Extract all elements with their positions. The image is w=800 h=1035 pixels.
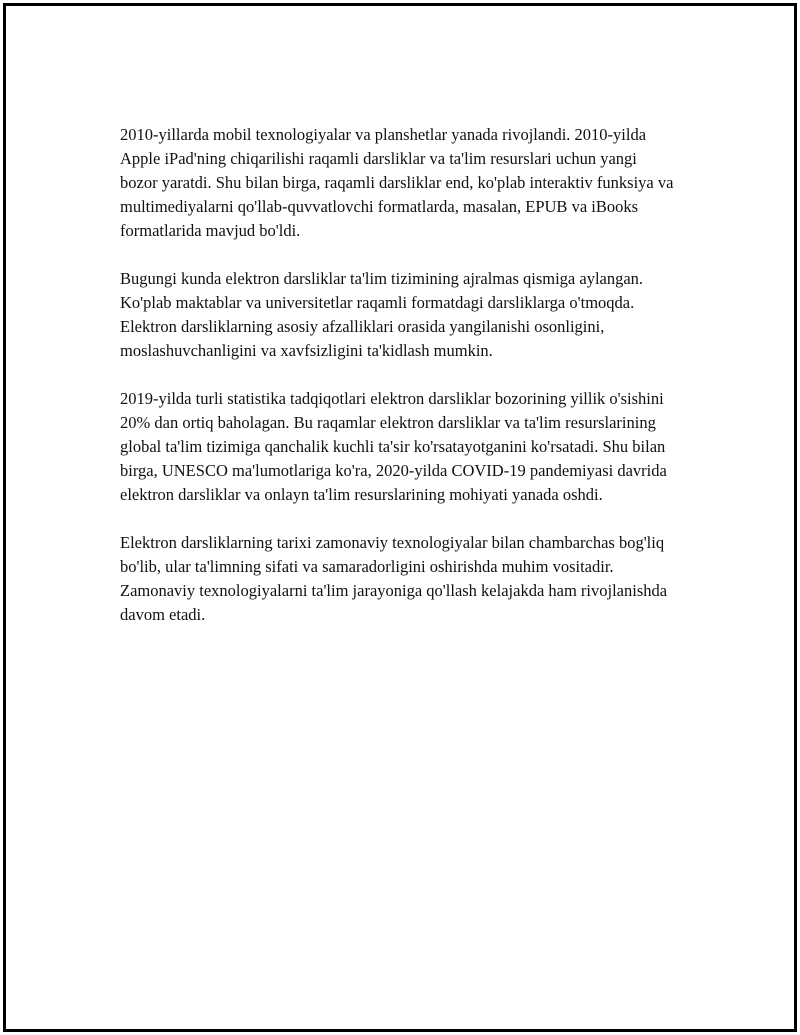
paragraph-3: 2019-yilda turli statistika tadqiqotlari elektron darsliklar bozorining yillik o'sishini 20% dan ortiq baholagan. Bu raqamlar elektron darsliklar va ta'lim resurslarining global ta'lim tizimiga qanchalik kuchli ta'sir ko'rsatayotganini ko'rsatadi. Shu bilan birga, UNESCO ma'lumotlariga ko'ra, 2020-yilda COVID-19 pandemiyasi davrida elektron darsliklar va onlayn ta'lim resurslarining mohiyati yanada oshdi.: [120, 389, 667, 504]
paragraph-2: Bugungi kunda elektron darsliklar ta'lim tizimining ajralmas qismiga aylangan. Ko'plab maktablar va universitetlar raqamli formatdagi darsliklarga o'tmoqda. Elektron darsliklarning asosiy afzalliklari orasida yangilanishi osonligini, moslashuvchanligini va xavfsizligini ta'kidlash mumkin.: [120, 269, 644, 360]
paragraph-1: 2010-yillarda mobil texnologiyalar va planshetlar yanada rivojlandi. 2010-yilda Apple iPad'ning chiqarilishi raqamli darsliklar va ta'lim resurslari uchun yangi bozor yaratdi. Shu bilan birga, raqamli darsliklar end, ko'plab interaktiv funksiya va multimediyalarni qo'llab-quvvatlovchi formatlarda, masalan, EPUB va iBooks formatlarida mavjud bo'ldi.: [120, 125, 674, 240]
document-body: [120, 123, 675, 651]
paragraph-4: Elektron darsliklarning tarixi zamonaviy texnologiyalar bilan chambarchas bog'liq bo'lib, ular ta'limning sifati va samaradorligini oshirishda muhim vositadir. Zamonaviy texnologiyalarni ta'lim jarayoniga qo'llash kelajakda ham rivojlanishda davom etadi.: [120, 533, 668, 624]
page-frame: [3, 3, 797, 1032]
